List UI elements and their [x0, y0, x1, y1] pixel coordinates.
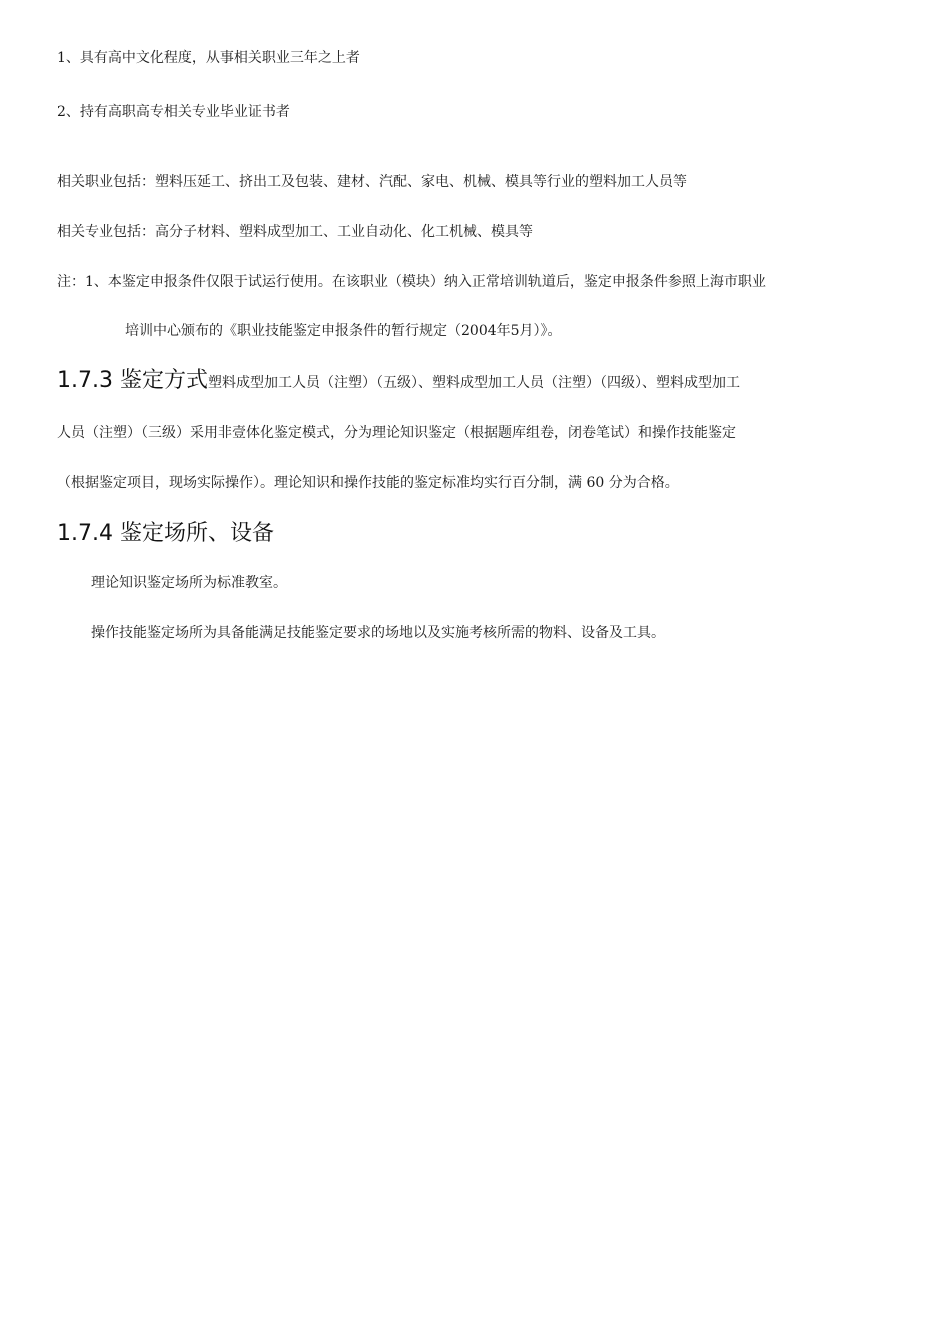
- criteria-item-2: 2、持有高职高专相关专业毕业证书者: [57, 104, 290, 120]
- section-173-text-2: 人员（注塑）（三级）采用非壹体化鉴定模式，分为理论知识鉴定（根据题库组卷，闭卷笔试）和操作技能鉴定: [57, 425, 736, 441]
- section-173-heading: 1.7.3 鉴定方式: [57, 368, 208, 393]
- related-occupations: 相关职业包括：塑料压延工、挤出工及包装、建材、汽配、家电、机械、模具等行业的塑料加工人员等: [57, 174, 687, 190]
- section-173-text-1: 塑料成型加工人员（注塑）（五级）、塑料成型加工人员（注塑）（四级）、塑料成型加工: [207, 375, 740, 391]
- note-line-1: 注：1、本鉴定申报条件仅限于试运行使用。在该职业（模块）纳入正常培训轨道后，鉴定申报条件参照上海市职业: [57, 274, 766, 290]
- related-majors: 相关专业包括：高分子材料、塑料成型加工、工业自动化、化工机械、模具等: [57, 224, 533, 240]
- note-line-2: 培训中心颁布的《职业技能鉴定申报条件的暂行规定（2004年5月）》。: [125, 323, 562, 339]
- section-174-text-1: 理论知识鉴定场所为标准教室。: [91, 575, 287, 591]
- section-174-text-2: 操作技能鉴定场所为具备能满足技能鉴定要求的场地以及实施考核所需的物料、设备及工具。: [91, 625, 665, 641]
- section-174-heading: 1.7.4 鉴定场所、设备: [57, 521, 274, 546]
- section-173-text-3: （根据鉴定项目，现场实际操作）。理论知识和操作技能的鉴定标准均实行百分制，满 60 分为合格。: [57, 475, 679, 491]
- criteria-item-1: 1、具有高中文化程度，从事相关职业三年之上者: [57, 50, 360, 66]
- section-173-first-line: [57, 366, 740, 398]
